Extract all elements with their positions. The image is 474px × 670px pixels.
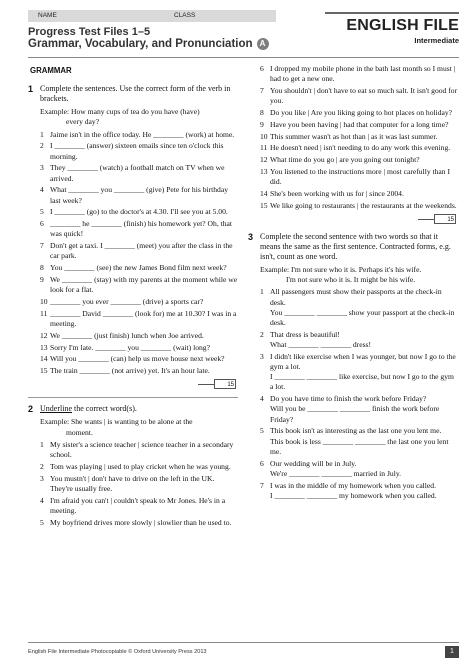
example-line: moment. — [66, 427, 93, 437]
test-subtitle — [28, 38, 269, 50]
task-2-example — [28, 417, 238, 437]
question-number: 11 — [40, 308, 48, 318]
brand-block — [325, 12, 459, 44]
question-number: 1 — [40, 129, 44, 139]
question-text: Jaime isn't in the office today. He ________ (work) at home. — [50, 129, 235, 139]
question-text: What time do you go | are you going out tonight? — [270, 155, 420, 165]
question-number: 10 — [40, 297, 48, 306]
question-item — [248, 459, 458, 479]
score-box — [248, 214, 458, 226]
example-line: I'm not sure who it is. It might be his wife. — [286, 275, 416, 285]
question-item — [248, 64, 458, 84]
task-3-instruction — [248, 232, 458, 262]
question-number: 14 — [260, 188, 268, 198]
question-text: You listened to the instructions more | most carefully than I did. — [270, 166, 451, 187]
answer-text: What ________ ________ dress! — [270, 340, 372, 349]
question-number: 2 — [40, 141, 44, 151]
question-item — [28, 141, 238, 161]
question-item — [248, 167, 458, 187]
question-item — [28, 241, 238, 261]
question-item — [28, 275, 238, 295]
question-text: I was in the middle of my homework when you called. — [270, 480, 436, 490]
question-item — [28, 518, 238, 528]
question-item — [28, 496, 238, 516]
task-number: 2 — [28, 404, 34, 415]
question-number: 8 — [260, 108, 264, 117]
version-badge: A — [257, 38, 269, 50]
right-column — [248, 64, 458, 503]
question-number: 4 — [40, 185, 44, 195]
question-item — [28, 207, 238, 217]
question-text: My sister's a science teacher | science teacher in a secondary school. — [50, 439, 234, 459]
question-number: 10 — [260, 131, 268, 141]
question-number: 14 — [40, 354, 48, 364]
question-item — [248, 352, 458, 393]
question-item — [28, 263, 238, 273]
example-line: Example: I'm not sure who it is. Perhaps it's his wife. — [260, 264, 422, 274]
question-number: 7 — [260, 86, 264, 95]
question-item — [248, 132, 458, 142]
question-item — [248, 394, 458, 425]
question-text: My boyfriend drives more slowly | slowlier than he used to. — [50, 517, 232, 527]
task-3-list — [248, 287, 458, 501]
score-total: 15 — [434, 214, 456, 224]
question-text: This summer wasn't as hot than | as it was last summer. — [270, 131, 438, 141]
question-number: 7 — [260, 480, 264, 490]
question-text: Do you have time to finish the work before Friday? — [270, 394, 427, 404]
instruction-text: Complete the sentences. Use the correct form of the verb in brackets. — [40, 84, 231, 104]
question-text: ________ David ________ (look for) me at 10.30? I was in a meeting. — [50, 308, 237, 328]
question-item — [28, 163, 238, 183]
score-total: 15 — [214, 379, 236, 389]
question-text: All passengers must show their passports at the check-in desk. — [270, 287, 442, 307]
question-text: You mustn't | don't have to drive on the left in the UK. They're usually free. — [50, 473, 215, 493]
question-number: 13 — [40, 342, 48, 352]
question-number: 6 — [260, 64, 264, 73]
question-number: 3 — [260, 351, 264, 361]
task-1-example — [28, 107, 238, 127]
task-1-list — [28, 130, 238, 377]
question-text: Do you like | Are you liking going to hot places on holiday? — [270, 108, 453, 117]
question-text: They ________ (watch) a football match on TV when we arrived. — [50, 163, 225, 183]
header — [0, 0, 474, 58]
task-2-instruction — [28, 404, 238, 414]
name-label: NAME — [38, 12, 57, 19]
answer-text: Will you be ________ ________ finish the work before Friday? — [270, 404, 440, 424]
question-text: That dress is beautiful! — [270, 329, 340, 339]
class-label: CLASS — [174, 12, 196, 19]
question-text: ________ you ever ________ (drive) a sports car? — [50, 297, 204, 306]
question-text: Our wedding will be in July. — [270, 458, 357, 468]
instruction-text: Complete the second sentence with two words so that it means the same as the first sentence. Contracted forms, e.g. isn't, count as one word. — [260, 231, 451, 261]
question-text: We ________ (just finish) lunch when Joe arrived. — [50, 330, 204, 340]
question-item — [28, 309, 238, 329]
name-class-bar — [28, 10, 276, 22]
question-number: 6 — [260, 458, 264, 468]
question-item — [28, 462, 238, 472]
question-item — [28, 219, 238, 239]
question-number: 12 — [40, 330, 48, 340]
answer-text: We're ________ ________ married in July. — [270, 468, 402, 478]
example-line: Example: How many cups of tea do you have (have) — [40, 107, 200, 117]
brand-logo: ENGLISH FILE — [346, 17, 459, 34]
copyright-text: English File Intermediate Photocopiable © Oxford University Press 2013 — [28, 649, 207, 655]
question-item — [248, 120, 458, 130]
question-text: Sorry I'm late. ________ you ________ (wait) long? — [50, 342, 210, 352]
answer-text: I ________ ________ like exercise, but now I go to the gym a lot. — [270, 372, 454, 392]
question-number: 15 — [260, 200, 268, 210]
test-title: Progress Test Files 1–5 — [28, 26, 151, 38]
question-item — [248, 86, 458, 106]
question-text: I'm afraid you can't | couldn't speak to Mr Jones. He's in a meeting. — [50, 495, 226, 515]
question-number: 9 — [260, 119, 264, 129]
question-number: 2 — [260, 329, 264, 339]
question-text: I ________ (go) to the doctor's at 4.30. I'll see you at 5.00. — [50, 207, 228, 217]
page-number: 1 — [445, 646, 459, 658]
question-text: Don't get a taxi. I ________ (meet) you after the class in the car park. — [50, 241, 233, 261]
question-number: 3 — [40, 163, 44, 173]
question-number: 4 — [40, 495, 44, 505]
question-item — [248, 201, 458, 211]
question-item — [28, 440, 238, 460]
question-item — [248, 108, 458, 118]
question-text: We ________ (stay) with my parents at the moment while we look for a flat. — [50, 275, 238, 295]
task-number: 1 — [28, 84, 34, 95]
question-number: 3 — [40, 473, 44, 483]
divider — [28, 397, 238, 398]
question-number: 1 — [40, 439, 44, 449]
question-text: Tom was playing | used to play cricket when he was young. — [50, 461, 231, 471]
question-number: 6 — [40, 219, 44, 229]
question-number: 7 — [40, 241, 44, 251]
instruction-underline: Underline — [40, 404, 72, 414]
question-number: 9 — [40, 275, 44, 284]
task-3-example — [248, 265, 458, 285]
question-number: 15 — [40, 366, 48, 376]
instruction-text: the correct word(s). — [72, 404, 137, 414]
question-item — [248, 330, 458, 350]
question-text: He doesn't need | isn't needing to do any work this evening. — [270, 143, 451, 153]
question-text: She's been working with us for | since 2004. — [270, 188, 404, 198]
question-text: Will you ________ (can) help us move house next week? — [50, 354, 225, 364]
task-number: 3 — [248, 231, 254, 242]
grammar-heading: GRAMMAR — [30, 66, 72, 75]
question-text: This book isn't as interesting as the last one you lent me. — [270, 426, 442, 436]
question-item — [248, 287, 458, 328]
question-item — [28, 366, 238, 376]
question-item — [28, 130, 238, 140]
answer-text: This book is less ________ ________ the last one you lent me. — [270, 436, 449, 456]
left-column — [28, 64, 238, 529]
task-2-list-right — [248, 64, 458, 211]
answer-text: I ________ ________ my homework when you called. — [270, 490, 437, 500]
footer — [0, 640, 474, 670]
question-item — [28, 185, 238, 205]
example-line: Example: She wants | is wanting to be alone at the — [40, 417, 193, 427]
question-number: 2 — [40, 461, 44, 471]
example-line: every day? — [66, 117, 100, 127]
question-text: Have you been having | had that computer for a long time? — [270, 119, 449, 129]
question-number: 8 — [40, 263, 44, 273]
question-number: 11 — [260, 143, 268, 153]
question-number: 12 — [260, 155, 268, 165]
question-item — [248, 481, 458, 501]
question-item — [28, 331, 238, 341]
subtitle-text: Grammar, Vocabulary, and Pronunciation — [28, 38, 253, 50]
question-item — [28, 354, 238, 364]
question-item — [248, 143, 458, 153]
question-number: 5 — [260, 426, 264, 436]
question-text: I didn't like exercise when I was younger, but now I go to the gym a lot. — [270, 351, 456, 371]
question-text: We like going to restaurants | the restaurants at the weekends. — [270, 200, 457, 210]
header-rule — [28, 57, 459, 58]
question-item — [248, 426, 458, 457]
question-text: You ________ (see) the new James Bond film next week? — [50, 263, 227, 273]
question-text: ________ he ________ (finish) his homework yet? Oh, that was quick! — [50, 219, 233, 239]
question-number: 5 — [40, 207, 44, 217]
question-text: What ________ you ________ (give) Pete for his birthday last week? — [50, 185, 229, 205]
task-1-instruction — [28, 84, 238, 104]
question-item — [28, 297, 238, 307]
brand-level: Intermediate — [414, 36, 459, 45]
answer-text: You ________ ________ show your passport at the check-in desk. — [270, 307, 455, 327]
task-2-list-left — [28, 440, 238, 528]
question-text: You shouldn't | don't have to eat so much salt. It isn't good for you. — [270, 86, 458, 106]
question-text: I ________ (answer) sixteen emails since ten o'clock this morning. — [50, 141, 224, 161]
question-number: 4 — [260, 394, 264, 404]
question-item — [248, 155, 458, 165]
question-item — [28, 474, 238, 494]
footer-rule — [28, 642, 459, 643]
question-number: 1 — [260, 287, 264, 297]
question-text: I dropped my mobile phone in the bath last month so I must | had to get a new one. — [270, 64, 456, 84]
question-item — [28, 343, 238, 353]
question-number: 5 — [40, 517, 44, 527]
score-box — [28, 379, 238, 391]
question-text: The train ________ (not arrive) yet. It's an hour late. — [50, 366, 210, 376]
question-number: 13 — [260, 166, 268, 176]
question-item — [248, 189, 458, 199]
